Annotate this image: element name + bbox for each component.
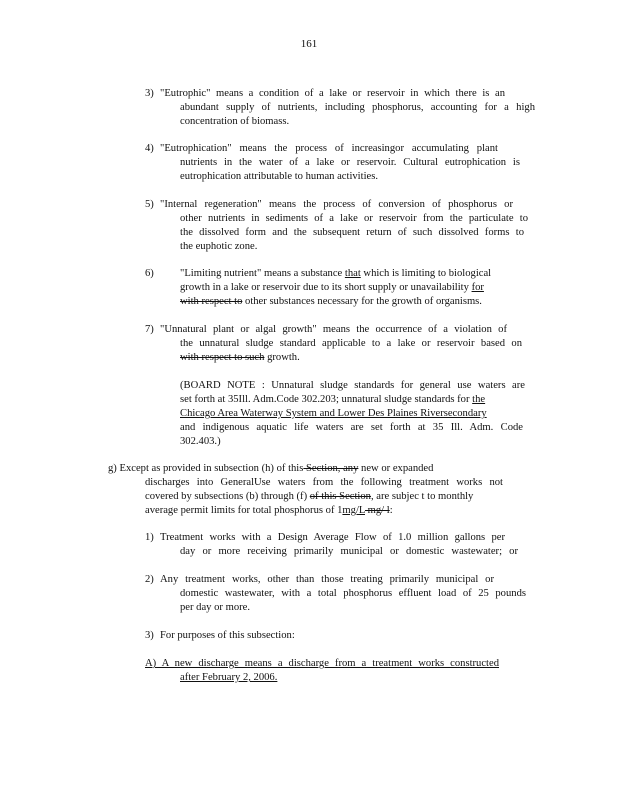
text-line: "Eutrophic" means a condition of a lake or reservoir in which there is an [160,88,505,99]
text-line: 302.403.) [180,436,221,447]
item-number: 1) [145,532,154,543]
page-number: 161 [300,38,318,50]
item-number: 5) [145,199,154,210]
text-line: discharges into GeneralUse waters from the following treatment works not [145,477,503,488]
text-line: "Limiting nutrient" means a substance that which is limiting to biological [180,268,492,279]
item-number: 7) [145,324,154,335]
text-line: the euphotic zone. [180,241,258,252]
text-line: Any treatment works, other than those treating primarily municipal or [160,574,494,585]
text-line: other nutrients in sediments of a lake or reservoir from the particulate to [180,213,528,224]
inserted-text: Chicago Area Waterway System and Lower Des Plaines Riversecondary [180,408,487,419]
text-line: domestic wastewater, with a total phosphorus effluent load of 25 pounds [180,588,526,599]
text-line: and indigenous aquatic life waters are set forth at 35 Ill. Adm. Code [180,422,523,433]
text-line: g) Except as provided in subsection (h) of this Section, any new or expanded [108,463,434,474]
item-number: 2) [145,574,154,585]
item-number: 3) [145,88,154,99]
inserted-text: that [344,268,361,279]
inserted-text: the [472,394,486,405]
text-line: abundant supply of nutrients, including phosphorus, accounting for a high [180,102,535,113]
item-number: 3) [145,630,154,641]
text-line: eutrophication attributable to human activities. [180,171,378,182]
text-line: "Internal regeneration" means the process of conversion of phosphorus or [160,199,513,210]
inserted-text: after February 2, 2006. [180,672,278,683]
text-line: set forth at 35Ill. Adm.Code 302.203; unnatural sludge standards for the [180,394,486,405]
text-line: "Unnatural plant or algal growth" means the occurrence of a violation of [160,324,507,335]
text-line: covered by subsections (b) through (f) of this Section, are subjec t to monthly [145,491,474,502]
text-line: concentration of biomass. [180,116,290,127]
text-line: with respect to such growth. [180,352,300,363]
text-line: the unnatural sludge standard applicable to a lake or reservoir based on [180,338,522,349]
text-line: For purposes of this subsection: [160,630,295,641]
text-line: day or more receiving primarily municipal or domestic wastewater; or [180,546,518,557]
deleted-text: with respect to such [180,352,265,363]
item-number: 6) [145,268,154,279]
text-line: (BOARD NOTE : Unnatural sludge standards for general use waters are [180,380,525,391]
inserted-text: for [471,282,484,293]
deleted-text: with respect to [180,296,243,307]
text-line: "Eutrophication" means the process of increasingor accumulating plant [160,143,498,154]
item-number: 4) [145,143,154,154]
text-line: average permit limits for total phosphorus of 1mg/L mg/ l: [145,505,393,516]
deleted-text: of this Section [309,491,371,502]
deleted-text: mg/ l [364,505,390,516]
inserted-text: A) A new discharge means a discharge from a treatment works constructed [145,658,499,669]
deleted-text: Section, any [303,463,359,474]
text-line: per day or more. [180,602,251,613]
inserted-text: mg/L [342,505,365,516]
text-line: nutrients in the water of a lake or reservoir. Cultural eutrophication is [180,157,520,168]
text-line: Treatment works with a Design Average Flow of 1.0 million gallons per [160,532,505,543]
text-line [180,407,487,421]
text-line: with respect to other substances necessary for the growth of organisms. [180,296,482,307]
text-line: growth in a lake or reservoir due to its short supply or unavailability for [180,282,484,293]
text-line: the dissolved form and the subsequent return of such dissolved forms to [180,227,524,238]
